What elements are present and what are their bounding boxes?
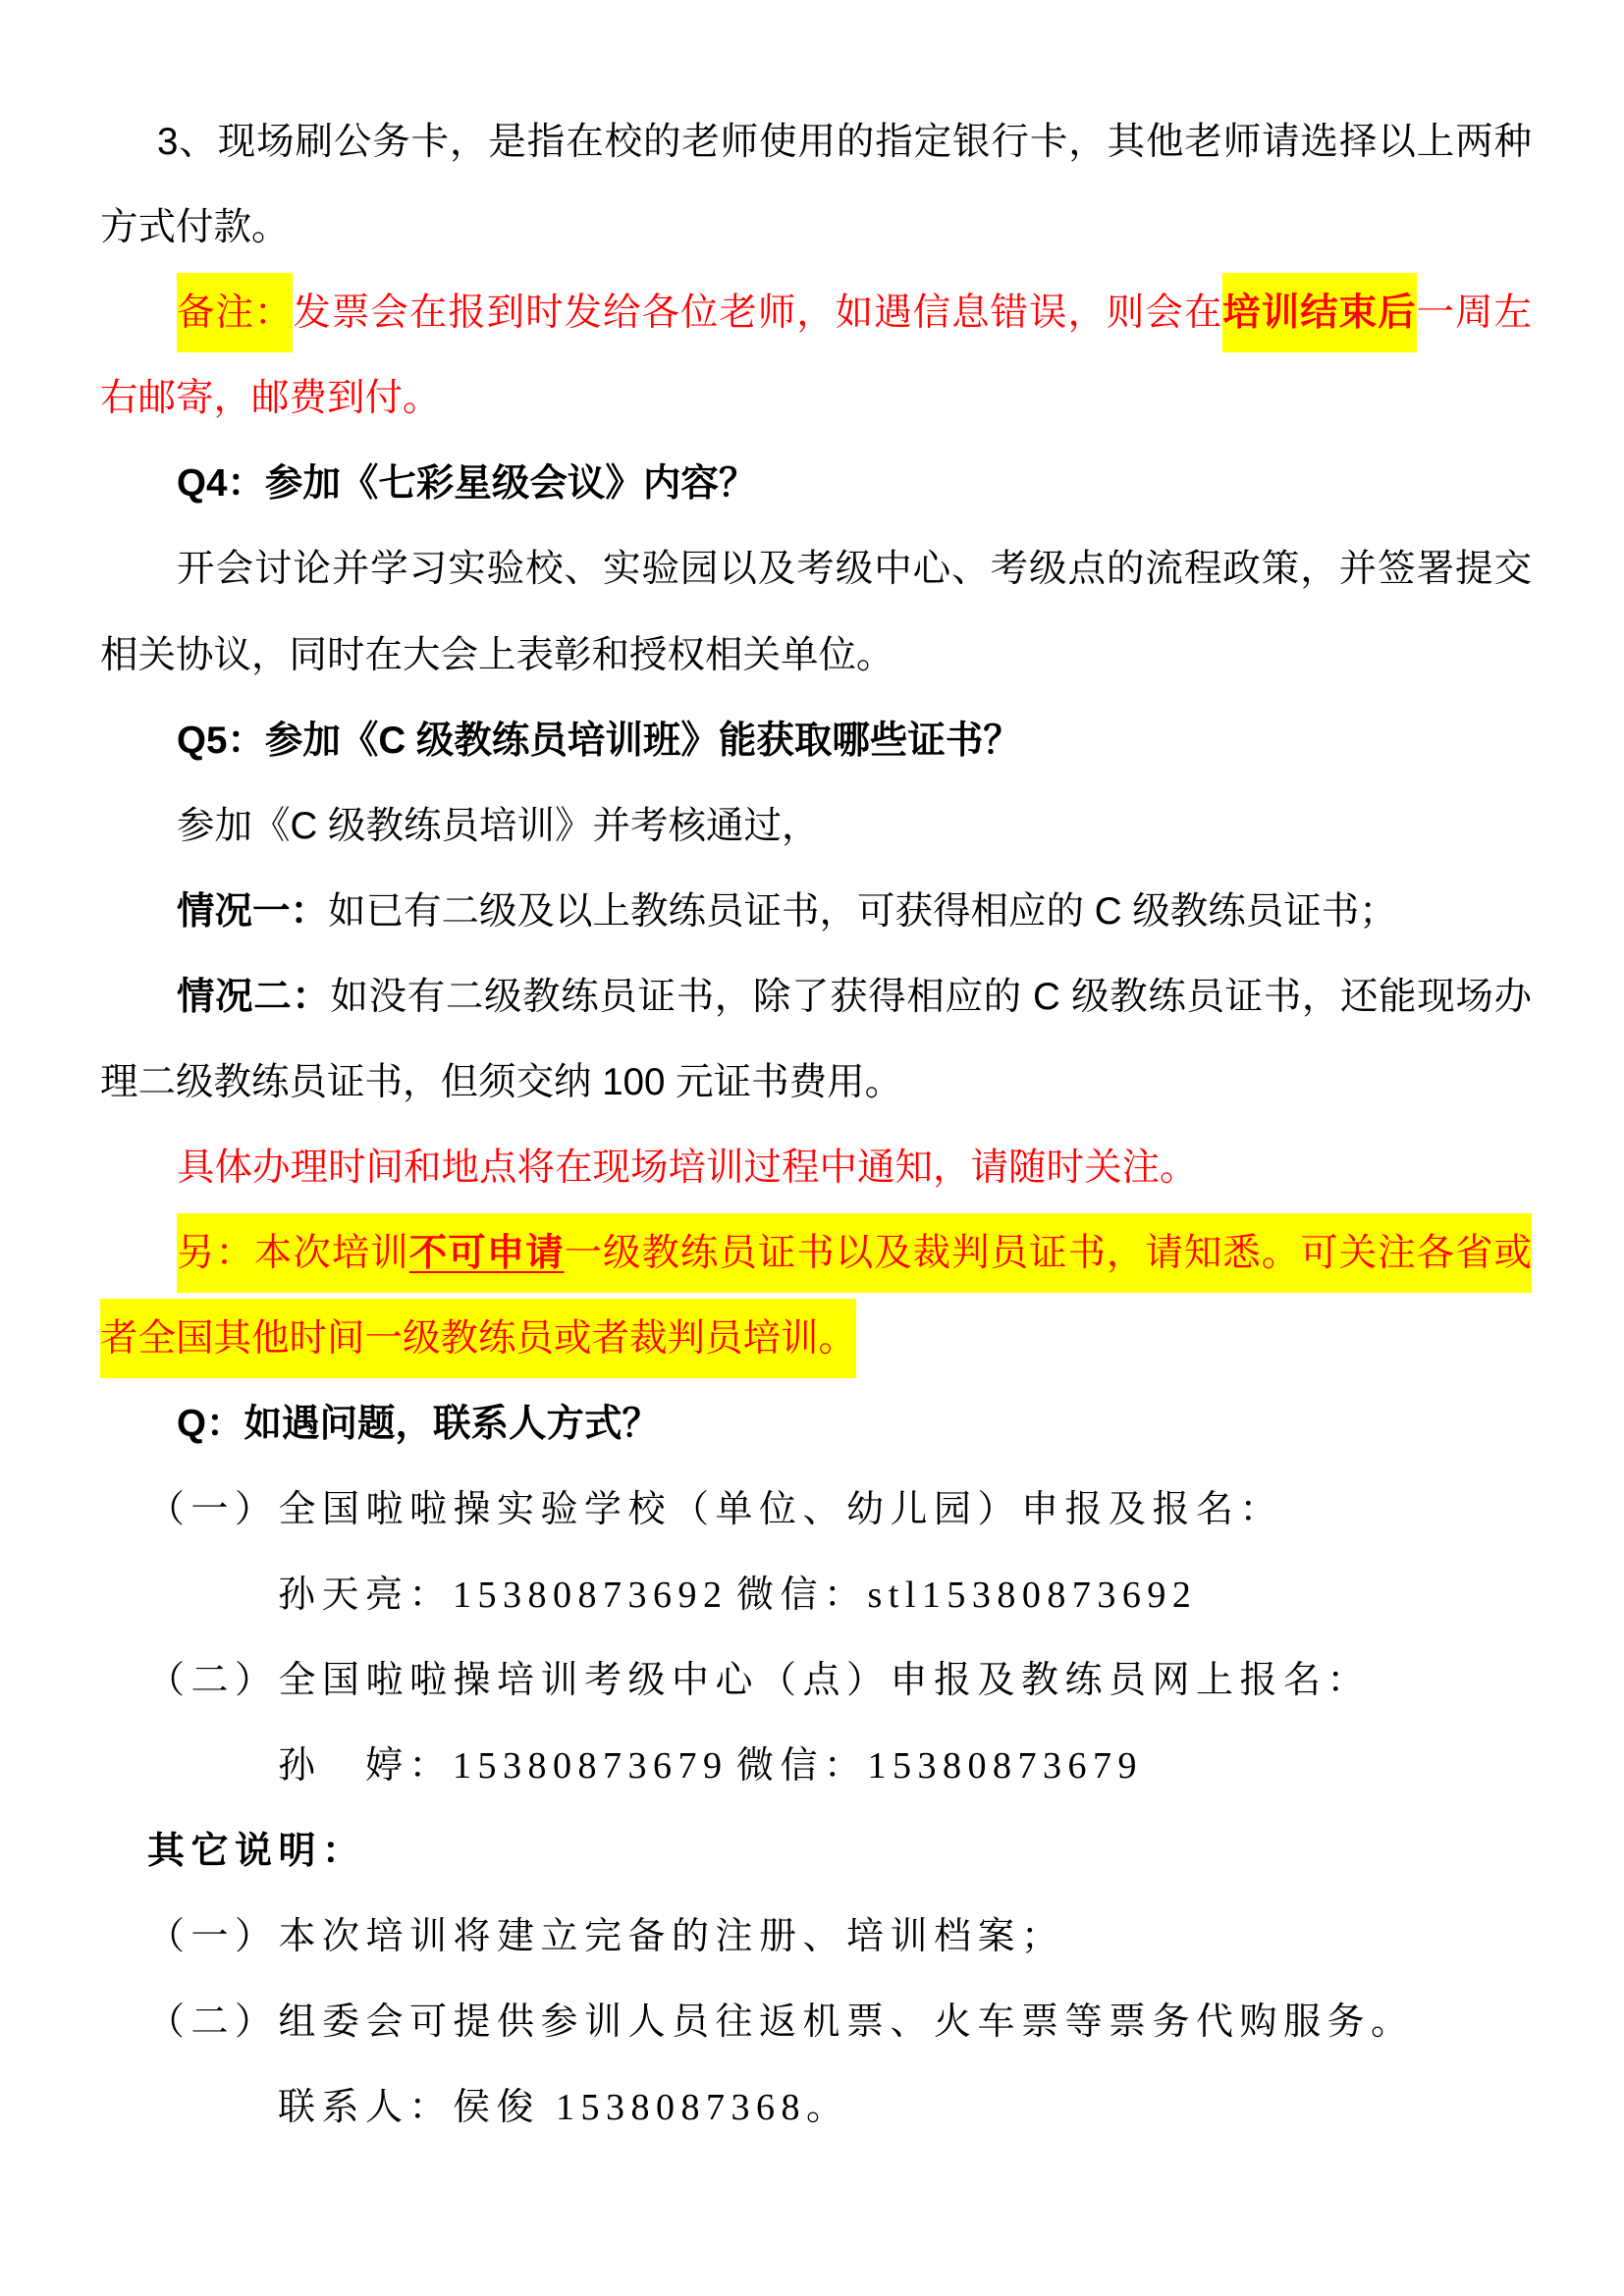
q5-case2-text-line1: 如没有二级教练员证书，除了获得相应的 C 级教练员证书，还能现场办 — [330, 975, 1532, 1018]
other-notes-item2-contact: 联系人：侯俊 1538087368。 — [278, 2087, 850, 2129]
contact-item2-title: （二）全国啦啦操培训考级中心（点）申报及教练员网上报名： — [147, 1659, 1372, 1701]
q5-case1 — [100, 869, 1532, 954]
q5-warning-line2 — [100, 1296, 1532, 1381]
q5-warning-prefix: 另：本次培训 — [177, 1213, 409, 1293]
q4-answer-line2: 相关协议，同时在大会上表彰和授权相关单位。 — [100, 633, 894, 676]
remark-label: 备注： — [177, 273, 293, 352]
remark-emphasis: 培训结束后 — [1222, 273, 1416, 352]
q5-notice: 具体办理时间和地点将在现场培训过程中通知，请随时关注。 — [177, 1147, 1198, 1190]
remark-line2: 右邮寄，邮费到付。 — [100, 377, 441, 420]
q5-warning-line2-text: 者全国其他时间一级教练员或者裁判员培训。 — [100, 1299, 856, 1378]
contact-item2-row — [100, 1724, 1532, 1809]
contact-item2-wechat: 微信：15380873679 — [736, 1744, 1144, 1787]
contact-item1-person: 孙天亮：15380873692 — [278, 1574, 729, 1616]
q5-case2-label: 情况二： — [177, 975, 331, 1018]
remark-line1 — [100, 270, 1532, 355]
remark-text-after: 一周左 — [1416, 292, 1532, 335]
contact-item1-row — [100, 1553, 1532, 1638]
q4-question: Q4：参加《七彩星级会议》内容？ — [177, 462, 757, 506]
other-notes-item1: （一）本次培训将建立完备的注册、培训档案； — [147, 1915, 1065, 1957]
contact-item1-title: （一）全国啦啦操实验学校（单位、幼儿园）申报及报名： — [147, 1488, 1284, 1530]
q5-intro: 参加《C 级教练员培训》并考核通过， — [177, 804, 820, 847]
other-notes-item2: （二）组委会可提供参训人员往返机票、火车票等票务代购服务。 — [147, 2002, 1415, 2044]
q5-warning-emphasis: 不可申请 — [409, 1213, 565, 1293]
q5-case1-text: 如已有二级及以上教练员证书，可获得相应的 C 级教练员证书； — [328, 889, 1397, 933]
payment-item3-line1: 3、现场刷公务卡，是指在校的老师使用的指定银行卡，其他老师请选择以上两种 — [157, 121, 1532, 163]
other-notes-heading: 其它说明： — [147, 1830, 366, 1872]
q5-warning-line1 — [100, 1210, 1532, 1296]
payment-item3-line2: 方式付款。 — [100, 206, 290, 249]
q5-case2-line1 — [100, 954, 1532, 1040]
contact-item2-person: 孙 婷：15380873679 — [278, 1744, 729, 1787]
contact-question: Q：如遇问题，联系人方式？ — [177, 1403, 660, 1446]
q5-case2-line2: 理二级教练员证书，但须交纳 100 元证书费用。 — [100, 1061, 903, 1104]
q5-question: Q5：参加《C 级教练员培训班》能获取哪些证书？ — [177, 719, 1021, 762]
remark-text-before: 发票会在报到时发给各位老师，如遇信息错误，则会在 — [293, 292, 1223, 335]
q5-case1-label: 情况一： — [177, 889, 329, 933]
q4-answer-line1: 开会讨论并学习实验校、实验园以及考级中心、考级点的流程政策，并签署提交 — [177, 548, 1532, 591]
contact-item1-wechat: 微信：stl15380873692 — [736, 1574, 1198, 1616]
q5-warning-line1-rest: 一级教练员证书以及裁判员证书，请知悉。可关注各省或 — [565, 1213, 1532, 1293]
